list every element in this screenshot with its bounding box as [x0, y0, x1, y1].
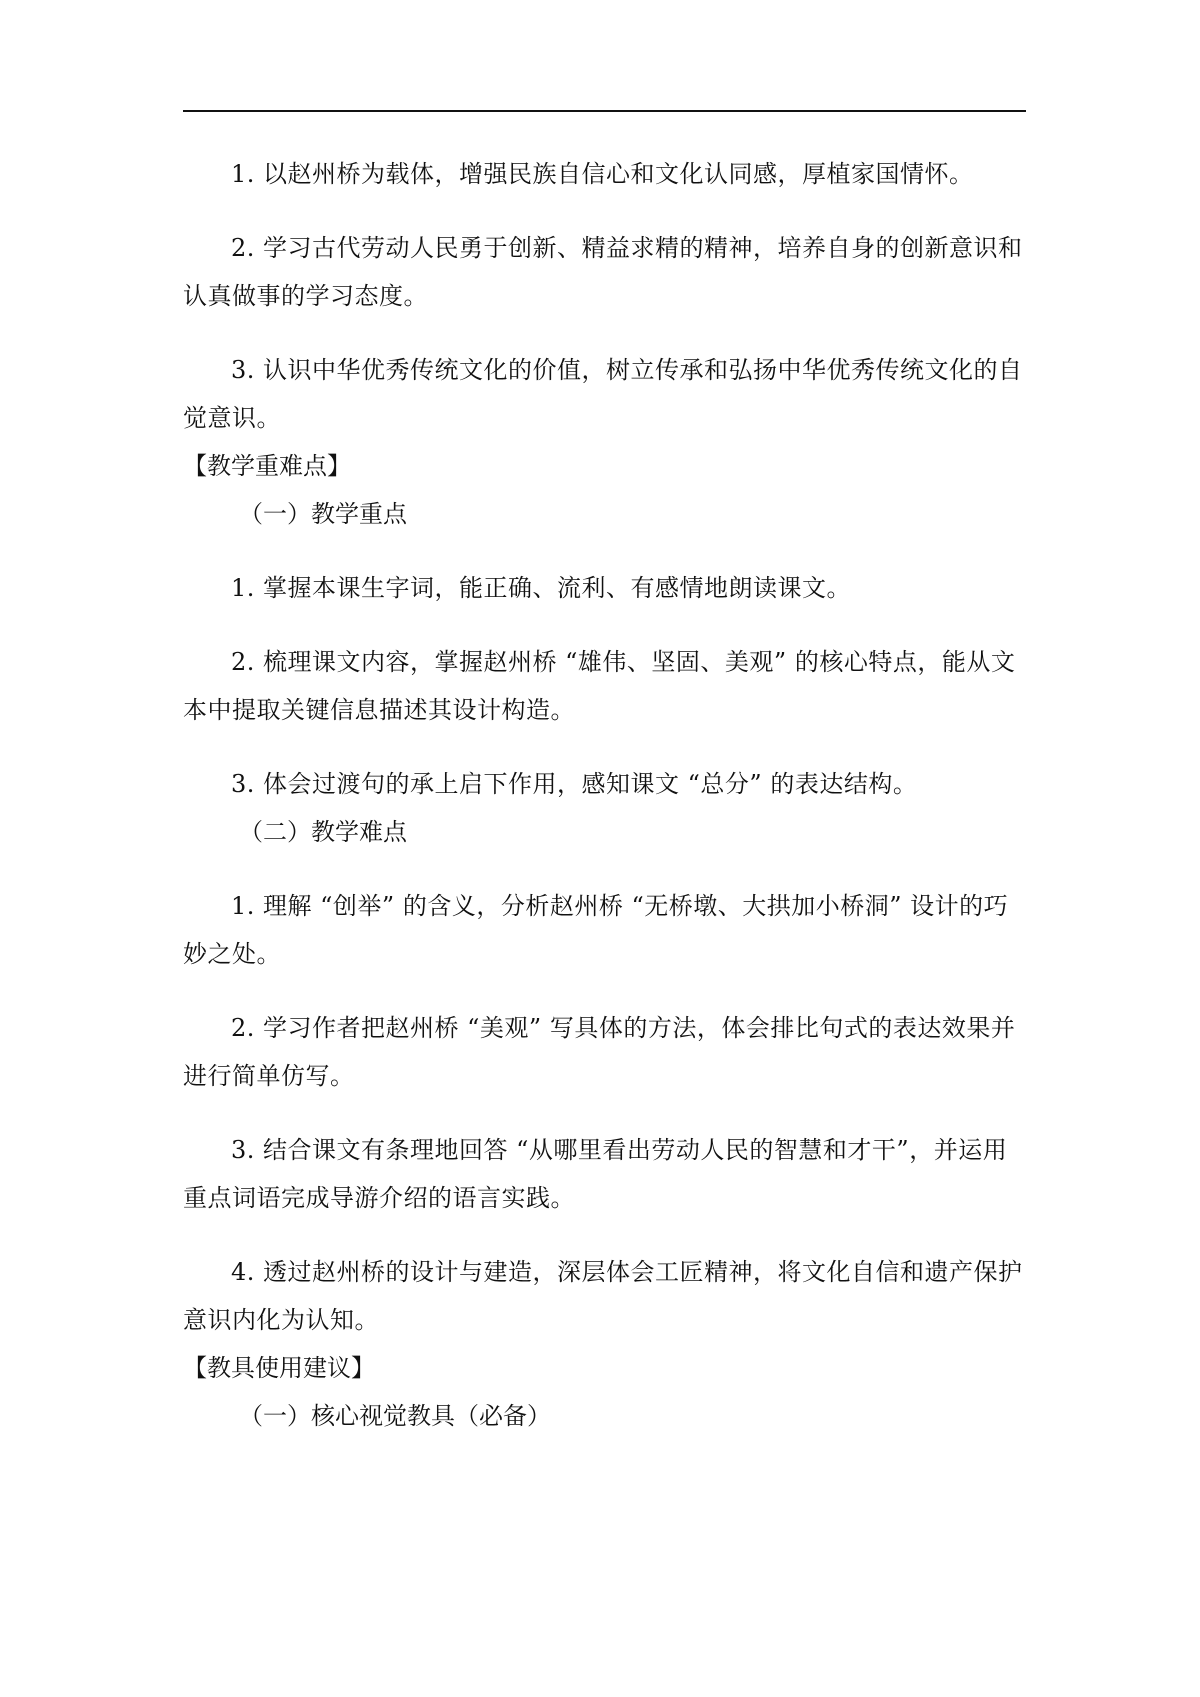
objective-item: 2. 学习古代劳动人民勇于创新、精益求精的精神，培养自身的创新意识和认真做事的学习态度。 [183, 234, 1023, 310]
header-rule [183, 110, 1026, 112]
difficulty-item: 2. 学习作者把赵州桥 “美观” 写具体的方法，体会排比句式的表达效果并进行简单仿写。 [183, 1014, 1016, 1090]
difficulty-item: 1. 理解 “创举” 的含义，分析赵州桥 “无桥墩、大拱加小桥洞” 设计的巧妙之处。 [183, 892, 1009, 968]
subheading-difficulty: （二）教学难点 [239, 818, 407, 846]
objective-item: 3. 认识中华优秀传统文化的价值，树立传承和弘扬中华优秀传统文化的自觉意识。 [183, 356, 1023, 432]
difficulty-item: 4. 透过赵州桥的设计与建造，深层体会工匠精神，将文化自信和遗产保护意识内化为认知。 [183, 1258, 1023, 1334]
section-heading-teaching-aids: 【教具使用建议】 [183, 1354, 375, 1382]
section-heading-key-points: 【教学重难点】 [183, 452, 351, 480]
document-body [183, 150, 1026, 1440]
focus-item: 3. 体会过渡句的承上启下作用，感知课文 “总分” 的表达结构。 [231, 770, 918, 798]
subheading-focus: （一）教学重点 [239, 500, 407, 528]
difficulty-item: 3. 结合课文有条理地回答 “从哪里看出劳动人民的智慧和才干”，并运用重点词语完成导游介绍的语言实践。 [183, 1136, 1008, 1212]
objective-item: 1. 以赵州桥为载体，增强民族自信心和文化认同感，厚植家国情怀。 [231, 160, 974, 188]
subheading-core-visual-aids: （一）核心视觉教具（必备） [239, 1402, 551, 1430]
focus-item: 1. 掌握本课生字词，能正确、流利、有感情地朗读课文。 [231, 574, 852, 602]
focus-item: 2. 梳理课文内容，掌握赵州桥 “雄伟、坚固、美观” 的核心特点，能从文本中提取关键信息描述其设计构造。 [183, 648, 1016, 724]
